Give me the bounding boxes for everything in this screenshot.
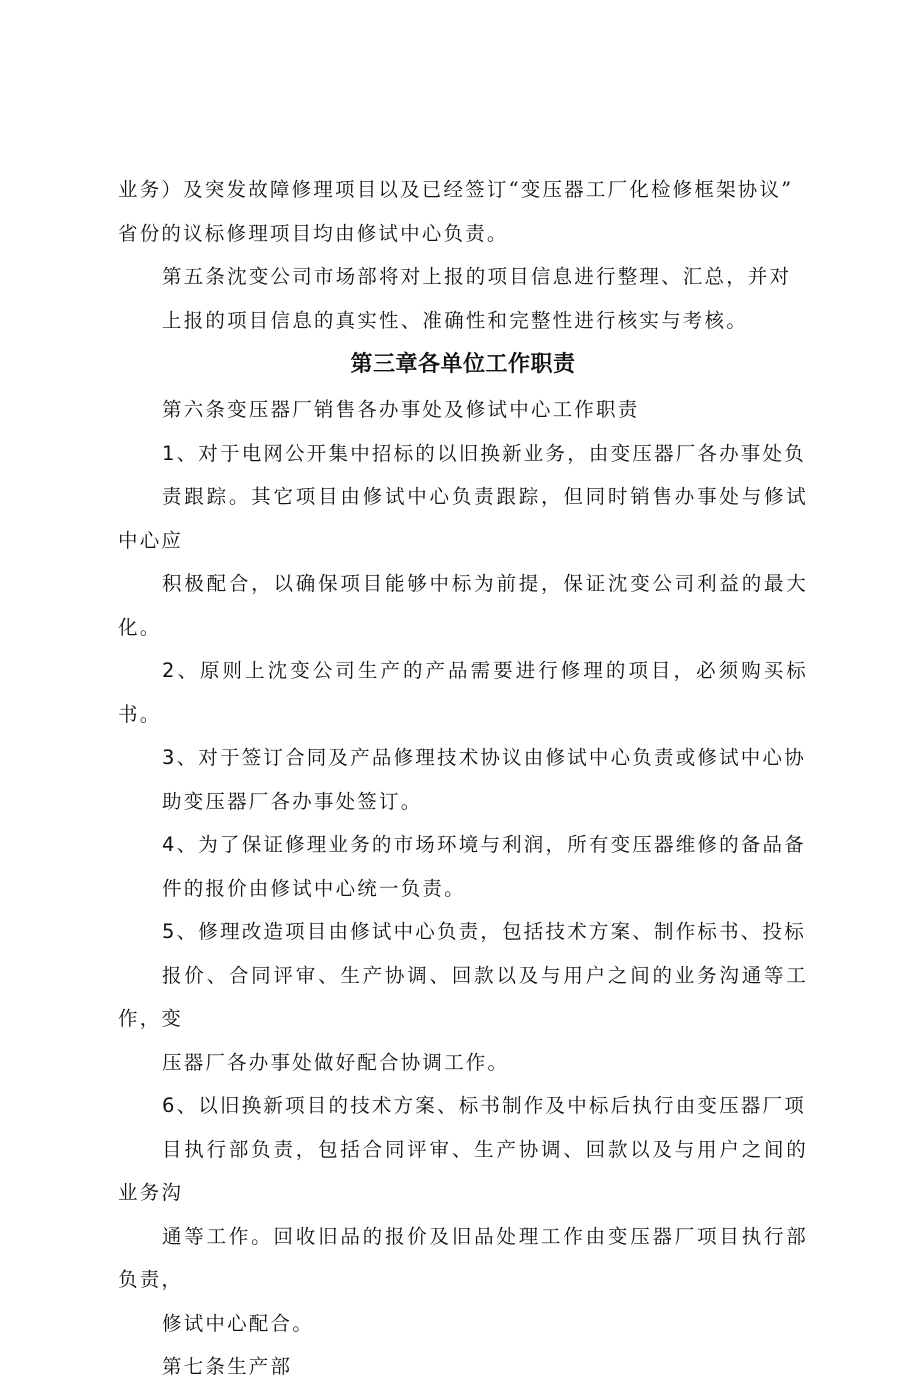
list-item-3 bbox=[118, 736, 808, 823]
text-line: 件的报价由修试中心统一负责。 bbox=[162, 876, 466, 900]
item-number: 4 bbox=[162, 833, 177, 856]
text-line: 、以旧换新项目的技术方案、标书制作及中标后执行由变压器厂项 bbox=[176, 1094, 806, 1117]
text-line: 省份的议标修理项目均由修试中心负责。 bbox=[118, 221, 509, 245]
article-7-title: 第七条生产部 bbox=[162, 1355, 293, 1378]
paragraph-continuation bbox=[118, 168, 808, 255]
text-line: 、为了保证修理业务的市场环境与利润，所有变压器维修的备品备 bbox=[176, 833, 806, 856]
article-6-title: 第六条变压器厂销售各办事处及修试中心工作职责 bbox=[162, 398, 640, 421]
text-line: 积极配合，以确保项目能够中标为前提，保证沈变公司利益的最大化。 bbox=[118, 572, 808, 639]
item-number: 5 bbox=[162, 920, 177, 943]
text-line: 报价、合同评审、生产协调、回款以及与用户之间的业务沟通等工作，变 bbox=[118, 963, 808, 1030]
list-item-1 bbox=[118, 432, 808, 650]
text-line: 压器厂各办事处做好配合协调工作。 bbox=[162, 1050, 510, 1074]
item-number: 3 bbox=[162, 746, 177, 769]
paragraph-article-5 bbox=[118, 255, 808, 342]
text-line: 助变压器厂各办事处签订。 bbox=[162, 789, 423, 813]
text-line: 目执行部负责，包括合同评审、生产协调、回款以及与用户之间的业务沟 bbox=[118, 1137, 808, 1204]
text-line: 责跟踪。其它项目由修试中心负责跟踪，但同时销售办事处与修试中心应 bbox=[118, 485, 808, 552]
text-line: 、原则上沈变公司生产的产品需要进行修理的项目，必须购买标书。 bbox=[118, 659, 808, 726]
text-line: 通等工作。回收旧品的报价及旧品处理工作由变压器厂项目执行部负责， bbox=[118, 1224, 808, 1291]
text-line: 修试中心配合。 bbox=[162, 1311, 314, 1335]
text-line: 第五条沈变公司市场部将对上报的项目信息进行整理、汇总，并对 bbox=[162, 265, 792, 288]
chapter-heading: 第三章各单位工作职责 bbox=[350, 352, 576, 377]
text-line: 上报的项目信息的真实性、准确性和完整性进行核实与考核。 bbox=[162, 308, 748, 332]
text-line: 、对于电网公开集中招标的以旧换新业务，由变压器厂各办事处负 bbox=[176, 441, 806, 465]
document-body bbox=[118, 168, 808, 1389]
list-item-4 bbox=[118, 823, 808, 910]
text-line: 业务）及突发故障修理项目以及已经签订“变压器工厂化检修框架协议” bbox=[118, 178, 794, 201]
list-item-5 bbox=[118, 910, 808, 1084]
text-line: 、对于签订合同及产品修理技术协议由修试中心负责或修试中心协 bbox=[176, 746, 806, 769]
item-number: 2 bbox=[162, 659, 177, 682]
item-number: 1 bbox=[162, 441, 177, 465]
list-item-2 bbox=[118, 649, 808, 736]
item-number: 6 bbox=[162, 1094, 177, 1117]
list-item-6 bbox=[118, 1084, 808, 1345]
text-line: 、修理改造项目由修试中心负责，包括技术方案、制作标书、投标 bbox=[176, 920, 806, 943]
